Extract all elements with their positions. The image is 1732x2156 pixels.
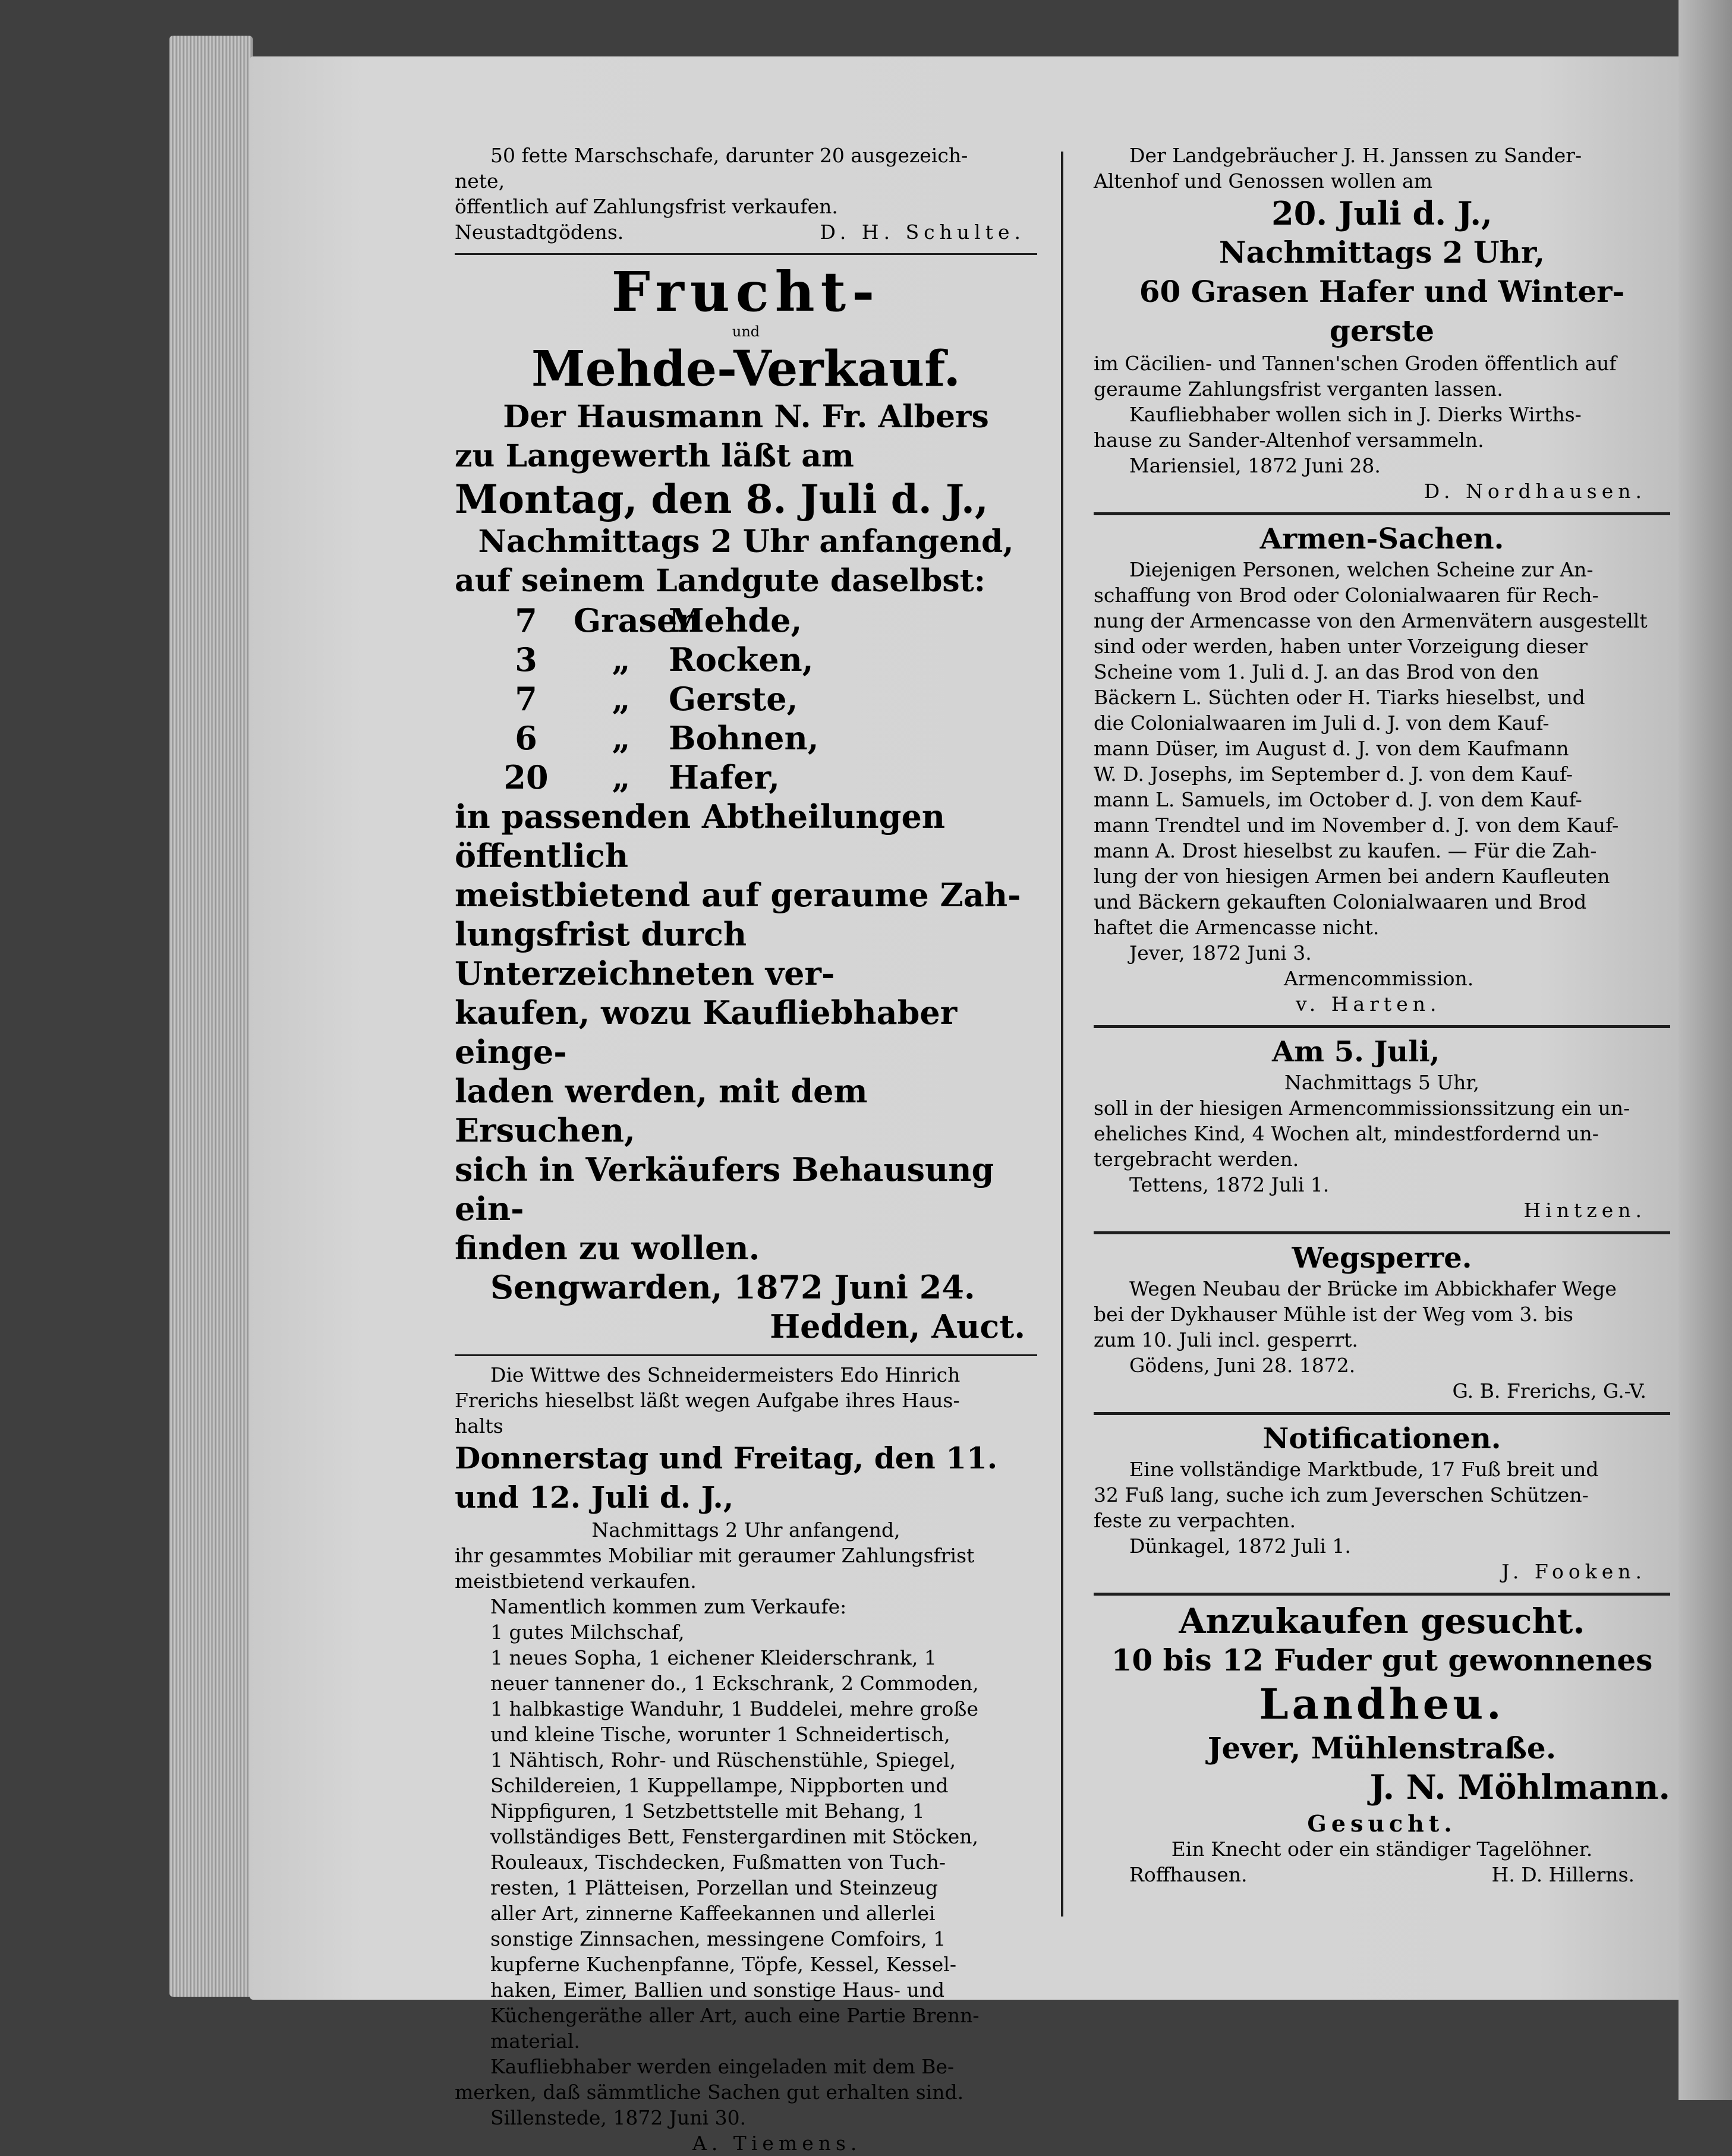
divider [1094, 512, 1670, 515]
signer: D. H. Schulte. [820, 220, 1025, 244]
text-line: Kaufliebhaber werden eingeladen mit dem Be- [490, 2055, 955, 2078]
ad-title: Anzukaufen gesucht. [1179, 1601, 1585, 1641]
list-item: kupferne Kuchenpfanne, Töpfe, Kessel, Kessel- [490, 1953, 956, 1976]
ad-anzukaufen [1094, 1602, 1670, 1807]
item-qty: 20 [503, 758, 549, 796]
text-line: feste zu verpachten. [1094, 1509, 1296, 1532]
ad-title: Wegsperre. [1292, 1241, 1472, 1275]
item-row [478, 601, 1037, 640]
text-line: geraume Zahlungsfrist verganten lassen. [1094, 377, 1503, 401]
item-qty: 6 [515, 719, 537, 757]
text-line: zum 10. Juli incl. gesperrt. [1094, 1328, 1358, 1351]
text-line: nung der Armencasse von den Armenvätern ausgestellt [1094, 609, 1648, 632]
ad-title: Armen-Sachen. [1259, 522, 1504, 556]
ad-time: Nachmittags 2 Uhr, [1218, 235, 1545, 270]
signer: J. N. Möhlmann. [1369, 1768, 1670, 1807]
place: Jever, Mühlenstraße. [1207, 1731, 1557, 1766]
text-line: Eine vollständige Marktbude, 17 Fuß breit und [1129, 1458, 1599, 1481]
ad-title: Am 5. Juli, [1272, 1035, 1440, 1068]
item-name: Rocken, [669, 641, 814, 679]
list-item: material. [490, 2029, 580, 2053]
text-line: halts [455, 1414, 503, 1438]
signer: Hintzen. [1523, 1199, 1646, 1222]
signer: H. D. Hillerns. [1491, 1863, 1635, 1886]
text-line: kaufen, wozu Kaufliebhaber einge- [455, 994, 958, 1071]
ad-wegsperre [1094, 1240, 1670, 1404]
page-stack-edge [169, 36, 253, 1997]
text-line: 10 bis 12 Fuder gut gewonnenes [1111, 1643, 1653, 1678]
list-item: Schildereien, 1 Kuppellampe, Nippborten und [490, 1774, 949, 1797]
divider [1094, 1231, 1670, 1234]
right-column [1094, 143, 1670, 1887]
item-name: Bohnen, [669, 719, 819, 757]
divider [1094, 1593, 1670, 1596]
list-item: 1 neues Sopha, 1 eichener Kleiderschrank, 1 [490, 1646, 937, 1669]
text-line: haftet die Armencasse nicht. [1094, 916, 1380, 939]
list-item: haken, Eimer, Ballien und sonstige Haus- und [490, 1978, 945, 2001]
ad-hafer-gerste [1094, 143, 1670, 504]
ad-marschschafe [455, 143, 1037, 245]
item-unit: „ [612, 680, 631, 718]
list-item: 1 halbkastige Wanduhr, 1 Buddelei, mehre große [490, 1697, 978, 1720]
divider [455, 253, 1037, 255]
item-name: Gerste, [669, 680, 798, 718]
signer: G. B. Frerichs, G.-V. [1452, 1379, 1646, 1402]
ad-notificationen [1094, 1421, 1670, 1584]
text-line: 32 Fuß lang, suche ich zum Jeverschen Schützen- [1094, 1483, 1589, 1506]
item-qty: 3 [515, 641, 537, 679]
text-line: 50 fette Marschschafe, darunter 20 ausgezeich- [490, 144, 968, 167]
text-line: W. D. Josephs, im September d. J. von dem Kauf- [1094, 762, 1573, 786]
ad-title: Notificationen. [1262, 1422, 1501, 1455]
text-line: Ein Knecht oder ein ständiger Tagelöhner. [1171, 1837, 1593, 1861]
ad-time: Nachmittags 2 Uhr anfangend, [478, 524, 1014, 560]
dateline: Tettens, 1872 Juli 1. [1129, 1173, 1330, 1196]
list-item: aller Art, zinnerne Kaffeekannen und allerlei [490, 1902, 936, 1925]
ad-offer: 60 Grasen Hafer und Winter- [1139, 274, 1625, 309]
signer: Hedden, Auct. [770, 1307, 1025, 1345]
text-line: und Bäckern gekauften Colonialwaaren und Brod [1094, 890, 1587, 913]
item-qty: 7 [515, 680, 537, 718]
text-line: Der Landgebräucher J. H. Janssen zu Sander- [1129, 144, 1582, 167]
signer: A. Tiemens. [692, 2132, 862, 2155]
signer: v. Harten. [1296, 992, 1441, 1016]
item-row [478, 758, 1037, 797]
dateline: Mariensiel, 1872 Juni 28. [1129, 454, 1381, 477]
ad-date: 20. Juli d. J., [1271, 194, 1492, 232]
divider [1094, 1412, 1670, 1415]
ad-time: Nachmittags 2 Uhr anfangend, [591, 1518, 900, 1542]
text-line: öffentlich auf Zahlungsfrist verkaufen. [455, 195, 838, 218]
text-line: mann A. Drost hieselbst zu kaufen. — Für die Zah- [1094, 839, 1597, 862]
item-row [478, 718, 1037, 758]
dateline: Gödens, Juni 28. 1872. [1129, 1354, 1356, 1377]
text-line: finden zu wollen. [455, 1229, 760, 1267]
list-item: resten, 1 Plätteisen, Porzellan und Steinzeug [490, 1876, 939, 1899]
text-line: hause zu Sander-Altenhof versammeln. [1094, 428, 1484, 452]
ad-frucht-mehde [455, 261, 1037, 1346]
place: Roffhausen. [1129, 1863, 1248, 1886]
column-divider [1061, 152, 1063, 1917]
text-line: Frerichs hieselbst läßt wegen Aufgabe ihres Haus- [455, 1389, 960, 1412]
item-row [478, 679, 1037, 718]
text-line: lungsfrist durch Unterzeichneten ver- [455, 915, 835, 992]
text-line: nete, [455, 169, 505, 193]
ad-title: Gesucht. [1307, 1810, 1457, 1837]
list-item: vollständiges Bett, Fenstergardinen mit Stöcken, [490, 1825, 979, 1848]
text-line: mann L. Samuels, im October d. J. von dem Kauf- [1094, 788, 1582, 811]
text-line: meistbietend auf geraume Zah- [455, 876, 1021, 914]
ad-title: Frucht- [611, 260, 881, 324]
text-line: Der Hausmann N. Fr. Albers [503, 399, 989, 435]
list-item: sonstige Zinnsachen, messingene Comfoirs, 1 [490, 1927, 946, 1950]
text-line: Scheine vom 1. Juli d. J. an das Brod von den [1094, 660, 1539, 683]
dateline: Dünkagel, 1872 Juli 1. [1129, 1534, 1351, 1558]
item-unit: Grasen [574, 601, 701, 639]
list-item: neuer tannener do., 1 Eckschrank, 2 Commoden, [490, 1672, 979, 1695]
ad-am-5-juli [1094, 1034, 1670, 1223]
text-line: merken, daß sämmtliche Sachen gut erhalten sind. [455, 2081, 964, 2104]
list-item: 1 Nähtisch, Rohr- und Rüschenstühle, Spiegel, [490, 1748, 956, 1772]
ad-gesucht [1094, 1811, 1670, 1887]
ad-frerichs [455, 1362, 1037, 2156]
text-line: Diejenigen Personen, welchen Scheine zur An- [1129, 558, 1594, 581]
signer: D. Nordhausen. [1424, 480, 1646, 503]
list-item: Küchengeräthe aller Art, auch eine Partie Brenn- [490, 2004, 980, 2027]
text-line: soll in der hiesigen Armencommissionssitzung ein un- [1094, 1096, 1630, 1120]
signer: J. Fooken. [1501, 1560, 1646, 1583]
list-item: 1 gutes Milchschaf, [490, 1621, 685, 1644]
item-qty: 7 [515, 601, 537, 639]
item-name: Hafer, [669, 758, 780, 796]
left-column [455, 143, 1037, 2156]
divider [455, 1354, 1037, 1356]
signature-row [1094, 1862, 1670, 1887]
text-line: in passenden Abtheilungen öffentlich [455, 798, 946, 875]
dateline: Sillenstede, 1872 Juni 30. [490, 2106, 747, 2129]
item-unit: „ [612, 719, 631, 757]
ad-date: Donnerstag und Freitag, den 11. [455, 1441, 998, 1476]
item-unit: „ [612, 641, 631, 679]
item-list [455, 1619, 1037, 2054]
ad-date: und 12. Juli d. J., [455, 1480, 734, 1515]
ad-armen-sachen [1094, 521, 1670, 1017]
divider [1094, 1025, 1670, 1028]
right-shadow [1679, 0, 1732, 2100]
list-item: und kleine Tische, worunter 1 Schneidertisch, [490, 1723, 950, 1746]
dateline: Sengwarden, 1872 Juni 24. [490, 1268, 975, 1306]
text-line: zu Langewerth läßt am [455, 438, 854, 474]
text-line: Bäckern L. Süchten oder H. Tiarks hieselbst, und [1094, 686, 1585, 709]
text-line: Kaufliebhaber wollen sich in J. Dierks Wirths- [1129, 403, 1582, 426]
ad-title: Mehde-Verkauf. [531, 341, 961, 398]
dateline: Jever, 1872 Juni 3. [1129, 941, 1312, 964]
text-line: sich in Verkäufers Behausung ein- [455, 1151, 994, 1228]
ad-date: Montag, den 8. Juli d. J., [455, 476, 988, 522]
text-line: mann Trendtel und im November d. J. von dem Kauf- [1094, 814, 1619, 837]
item-row [478, 640, 1037, 679]
ad-time: Nachmittags 5 Uhr, [1284, 1071, 1480, 1094]
item-name: Mehde, [669, 601, 802, 639]
text-line: die Colonialwaaren im Juli d. J. von dem Kauf- [1094, 711, 1550, 735]
place: Neustadtgödens. [455, 220, 624, 244]
list-item: Rouleaux, Tischdecken, Fußmatten von Tuch- [490, 1851, 946, 1874]
text-line: mann Düser, im August d. J. von dem Kaufmann [1094, 737, 1569, 760]
text-line: Altenhof und Genossen wollen am [1094, 169, 1432, 193]
item-unit: „ [612, 758, 631, 796]
ad-offer: gerste [1329, 313, 1435, 348]
text-line: lung der von hiesigen Armen bei andern Kaufleuten [1094, 865, 1610, 888]
ad-product: Landheu. [1259, 1679, 1505, 1729]
text-line: schaffung von Brod oder Colonialwaaren für Rech- [1094, 584, 1599, 607]
org: Armencommission. [1284, 967, 1474, 990]
list-item: Nippfiguren, 1 Setzbettstelle mit Behang, 1 [490, 1799, 925, 1823]
text-line: Wegen Neubau der Brücke im Abbickhafer Wege [1129, 1277, 1617, 1300]
text-line: ihr gesammtes Mobiliar mit geraumer Zahlungsfrist [455, 1544, 975, 1567]
text-line: eheliches Kind, 4 Wochen alt, mindestfordernd un- [1094, 1122, 1599, 1145]
text-line: Die Wittwe des Schneidermeisters Edo Hinrich [490, 1363, 961, 1386]
text-line: auf seinem Landgute daselbst: [455, 563, 985, 599]
text-line: bei der Dykhauser Mühle ist der Weg vom 3. bis [1094, 1303, 1573, 1326]
text-line: meistbietend verkaufen. [455, 1569, 697, 1593]
signature-row [455, 219, 1037, 245]
text-line: laden werden, mit dem Ersuchen, [455, 1072, 868, 1149]
text-line: tergebracht werden. [1094, 1148, 1299, 1171]
ad-conjunction: und [732, 323, 760, 340]
text-line: im Cäcilien- und Tannen'schen Groden öffentlich auf [1094, 352, 1617, 375]
text-line: Namentlich kommen zum Verkaufe: [490, 1595, 847, 1618]
text-line: sind oder werden, haben unter Vorzeigung dieser [1094, 635, 1588, 658]
item-table [478, 601, 1037, 797]
